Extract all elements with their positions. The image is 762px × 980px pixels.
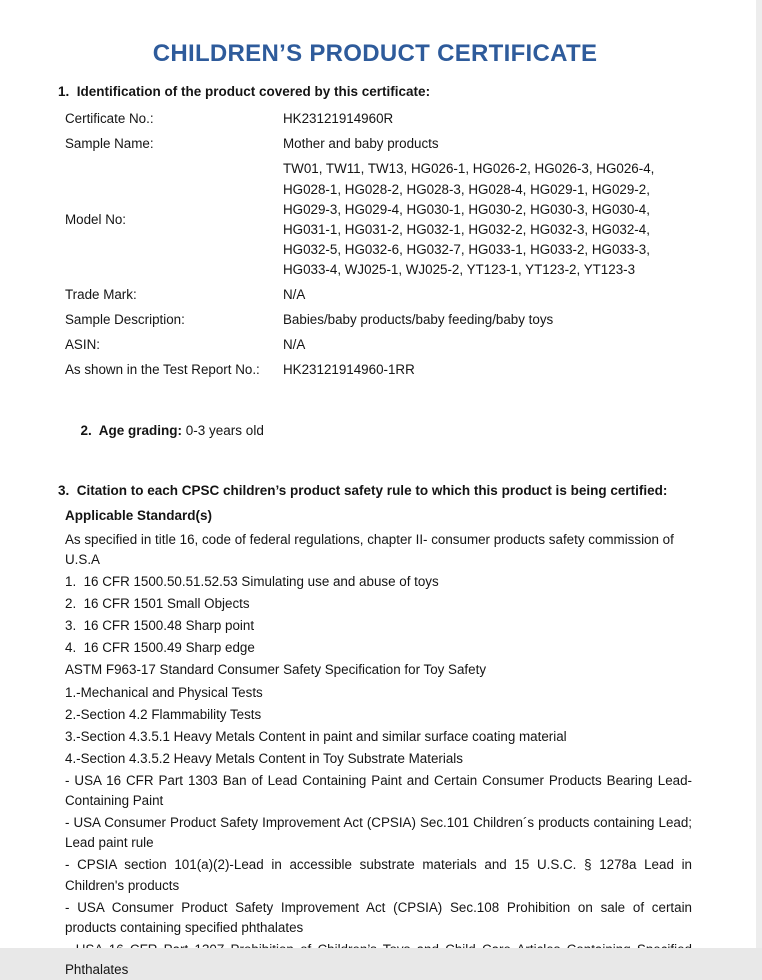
- standard-item: Phthalates: [65, 962, 129, 977]
- field-label: Certificate No.:: [65, 111, 154, 127]
- identification-table: [58, 109, 692, 380]
- page-title: CHILDREN’S PRODUCT CERTIFICATE: [152, 40, 598, 67]
- standard-item: 3.-Section 4.3.5.1 Heavy Metals Content in paint and similar surface coating material: [65, 728, 567, 744]
- applicable-standards-subheading: Applicable Standard(s): [65, 507, 213, 523]
- standard-item: - USA Consumer Product Safety Improvement Act (CPSIA) Sec.101 Children´s products containing Lead; Lead paint rule: [65, 815, 692, 851]
- standard-item: 2. 16 CFR 1501 Small Objects: [65, 596, 250, 612]
- field-value: TW01, TW11, TW13, HG026-1, HG026-2, HG026-3, HG026-4, HG028-1, HG028-2, HG028-3, HG028-4, HG029-1, HG029-2, HG029-3, HG029-4, HG030-1, HG030-2, HG030-3, HG030-4, HG031-1, HG031-2, HG032-1, HG032-2, HG032-3, HG032-4, HG032-5, HG032-6, HG032-7, HG033-1, HG033-2, HG033-3, HG033-4, WJ025-1, WJ025-2, YT123-1, YT123-2, YT123-3: [283, 161, 655, 278]
- section-citation: [58, 481, 692, 980]
- row-certificate-no: [65, 109, 692, 129]
- row-asin: [65, 335, 692, 355]
- field-value: Babies/baby products/baby feeding/baby toys: [283, 312, 554, 328]
- section-identification: [58, 82, 692, 381]
- field-label: Sample Description:: [65, 312, 185, 328]
- section1-heading: 1. Identification of the product covered by this certificate:: [58, 84, 431, 99]
- field-value: HK23121914960-1RR: [283, 362, 415, 378]
- field-value: N/A: [283, 337, 306, 353]
- row-sample-name: [65, 134, 692, 154]
- standards-list: [58, 530, 692, 980]
- field-value: N/A: [283, 287, 306, 303]
- viewer-bottom-edge: [0, 948, 762, 960]
- field-label: Model No:: [65, 211, 127, 227]
- row-test-report-no: [65, 360, 692, 380]
- viewer-right-edge: [756, 0, 762, 960]
- field-label: Sample Name:: [65, 136, 154, 152]
- field-value: Mother and baby products: [283, 136, 439, 152]
- standard-item: - USA Consumer Product Safety Improvement Act (CPSIA) Sec.108 Prohibition on sale of certain products containing specified phthalates: [65, 899, 692, 935]
- field-label: As shown in the Test Report No.:: [65, 362, 260, 378]
- standard-item: 1.-Mechanical and Physical Tests: [65, 684, 263, 700]
- field-label: ASIN:: [65, 337, 100, 353]
- field-label: Trade Mark:: [65, 287, 137, 303]
- row-sample-description: [65, 310, 692, 330]
- age-grading-label: 2. Age grading:: [80, 422, 183, 438]
- standard-item: ASTM F963-17 Standard Consumer Safety Specification for Toy Safety: [65, 662, 487, 678]
- section-age-grading: [58, 401, 692, 462]
- standards-intro: As specified in title 16, code of federal regulations, chapter II- consumer products safety commission of U.S.A: [65, 531, 674, 567]
- standard-item: - USA 16 CFR Part 1303 Ban of Lead Containing Paint and Certain Consumer Products Bearing Lead- Containing Paint: [65, 773, 692, 809]
- age-grading-value: 0-3 years old: [182, 422, 264, 438]
- standard-item: 1. 16 CFR 1500.50.51.52.53 Simulating use and abuse of toys: [65, 574, 439, 590]
- standard-item: - CPSIA section 101(a)(2)-Lead in accessible substrate materials and 15 U.S.C. § 1278a Lead in Children's products: [65, 857, 692, 893]
- section3-heading: 3. Citation to each CPSC children’s product safety rule to which this product is being certified:: [58, 483, 668, 499]
- standard-item: 4. 16 CFR 1500.49 Sharp edge: [65, 640, 255, 656]
- row-model-no: [65, 159, 692, 280]
- standard-item: 4.-Section 4.3.5.2 Heavy Metals Content in Toy Substrate Materials: [65, 750, 463, 766]
- standard-item: 3. 16 CFR 1500.48 Sharp point: [65, 618, 255, 634]
- row-trade-mark: [65, 285, 692, 305]
- field-value: HK23121914960R: [283, 111, 394, 127]
- standard-item: 2.-Section 4.2 Flammability Tests: [65, 706, 262, 722]
